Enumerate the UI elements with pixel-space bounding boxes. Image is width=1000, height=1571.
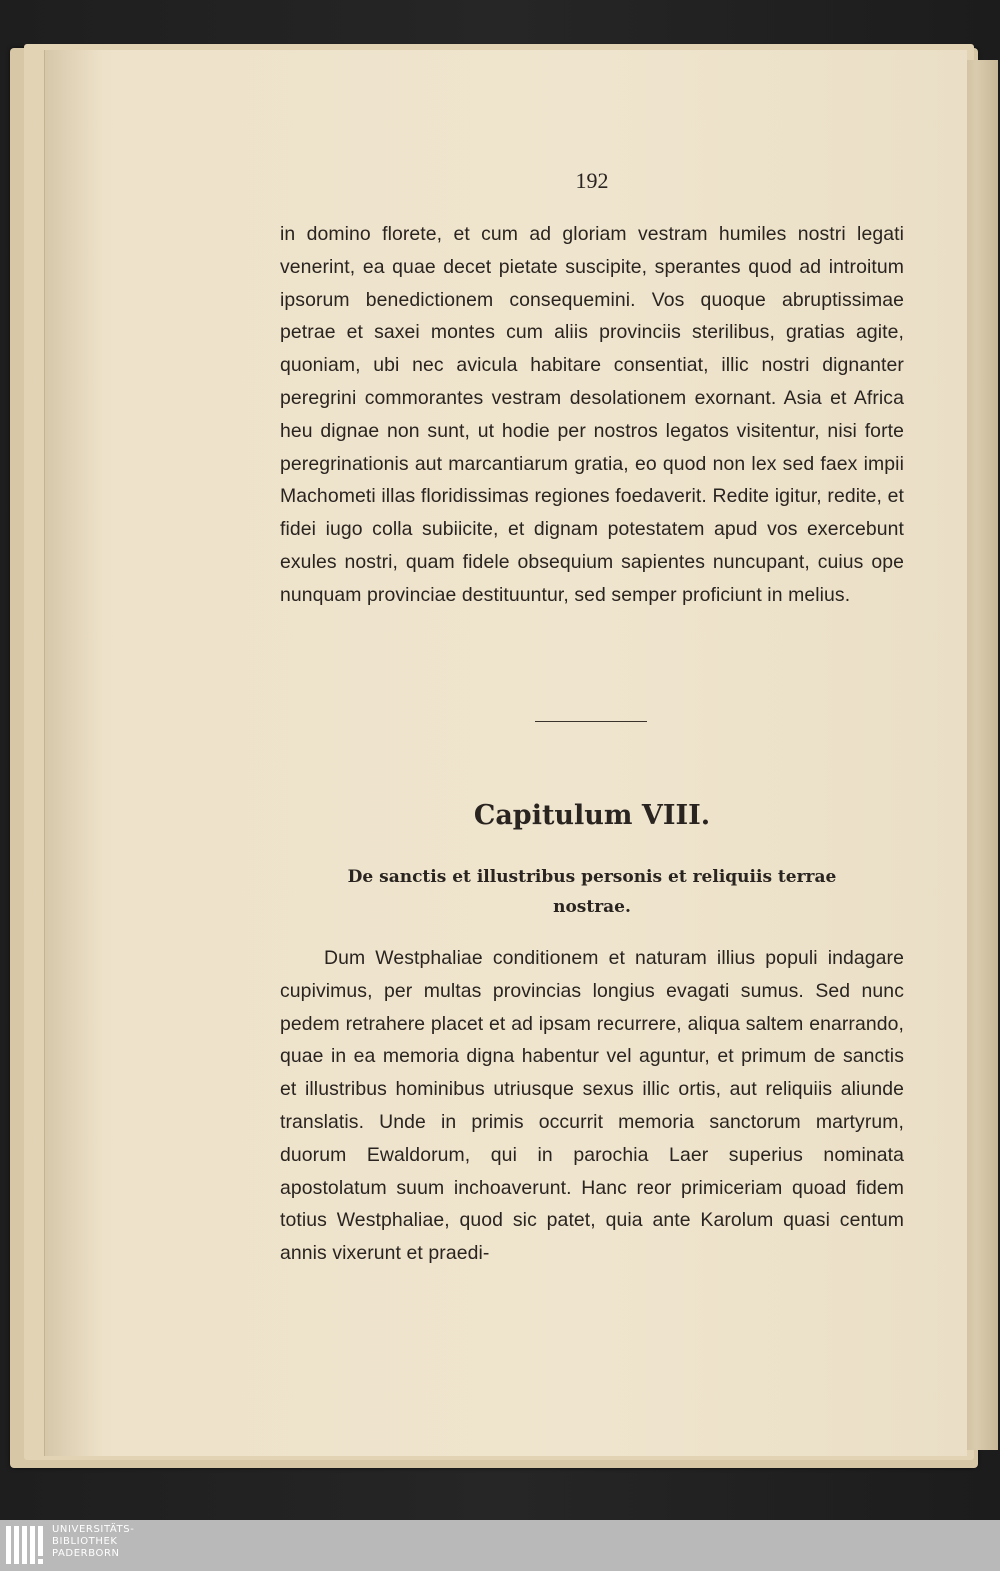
logo-line-2: BIBLIOTHEK: [52, 1536, 118, 1547]
page-gutter-shadow: [44, 50, 100, 1456]
chapter-title: Capitulum VIII.: [473, 800, 711, 831]
library-logo-text: [52, 1524, 134, 1560]
paragraph-2: Dum Westphaliae conditionem et naturam illius populi indagare cupivimus, per multas provincias longius evagati sumus. Sed nunc pedem retrahere placet et ad ipsam recurrere, aliqua saltem enarrando, quae in ea memoria digna habentur vel aguntur, et primum de sanctis et illustribus hominibus utriusque sexus illic ortis, aut reliquiis aliunde translatis. Unde in primis occurrit memoria sanctorum martyrum, duorum Ewaldorum, qui in parochia Laer superius nominata apostolatum suum inchoaverunt. Hanc reor primiceriam quoad fidem totius Westphaliae, quod sic patet, quia ante Karolum quasi centum annis vixerunt et praedi-: [280, 947, 904, 1265]
logo-line-3: PADERBORN: [52, 1548, 120, 1559]
library-logo-icon: [6, 1524, 46, 1566]
logo-line-1: UNIVERSITÄTS-: [52, 1524, 135, 1535]
section-divider: [535, 721, 647, 722]
page-right-edge: [962, 60, 998, 1450]
chapter-subtitle: De sanctis et illustribus personis et reliquiis terrae nostrae.: [347, 867, 837, 917]
page-number: 192: [575, 168, 609, 193]
paragraph-1: in domino florete, et cum ad gloriam vestram humiles nostri legati venerint, ea quae decet pietate suscipite, sperantes quod ad introitum ipsorum benedictionem consequemini. Vos quoque abruptissimae petrae et saxei montes cum aliis provinciis sterilibus, gratias agite, quoniam, ubi nec avicula habitare consentiat, illic nostri dignanter peregrini commorantes vestram desolationem exornant. Asia et Africa heu dignae non sunt, ut hodie per nostros legatos visitentur, nisi forte peregrinationis aut marcantiarum gratia, eo quod non lex sed faex impii Machometi illas floridissimas regiones foedaverit. Redite igitur, redite, et fidei iugo colla subiicite, et dignam potestatem apud vos exercebunt exules nostri, quam fidele obsequium sapientes nuncupant, cuius ope nunquam provinciae destituuntur, sed semper proficiunt in melius.: [280, 223, 904, 606]
library-footer: [0, 1520, 1000, 1571]
